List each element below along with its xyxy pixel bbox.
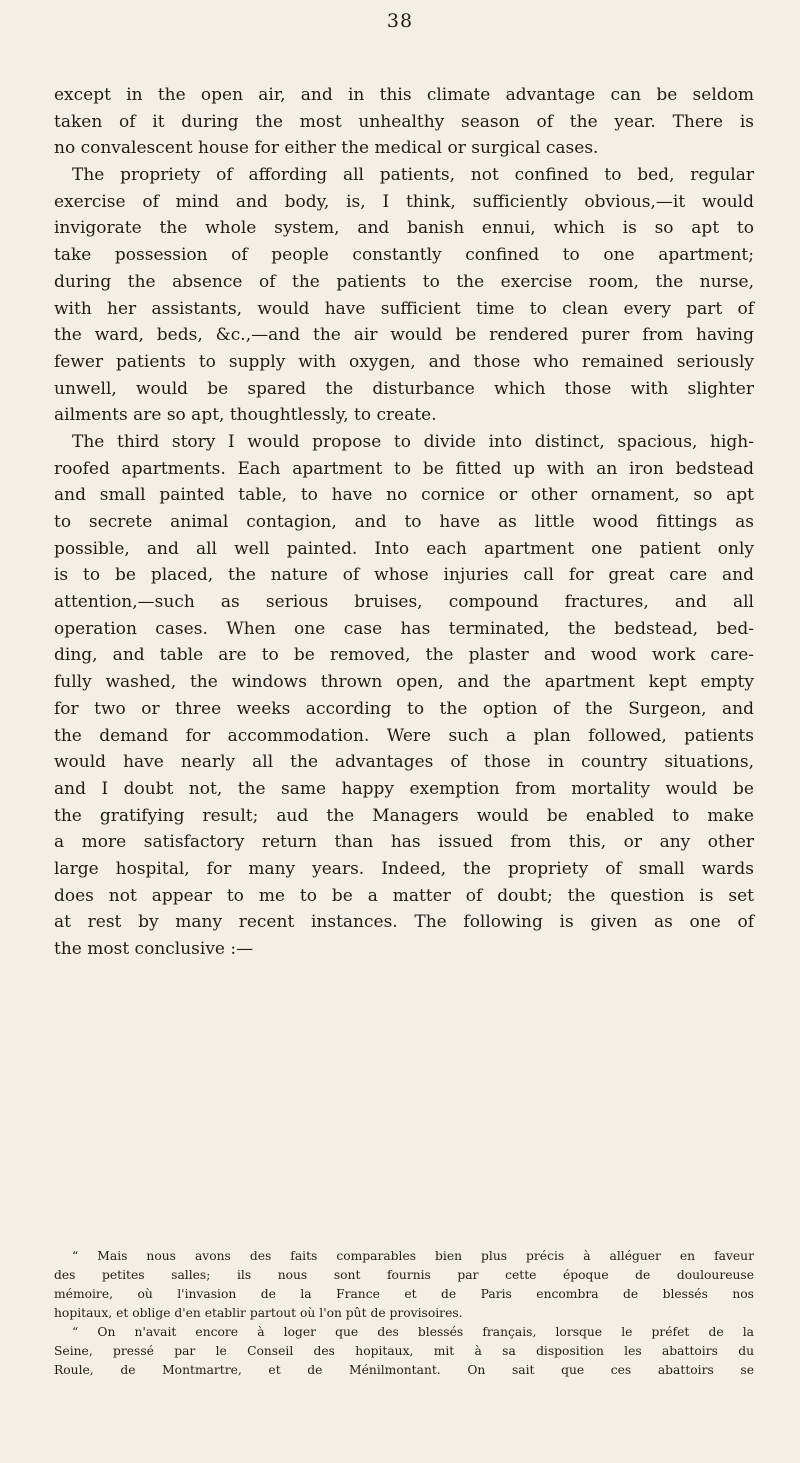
footnote-line: Seine, pressé par le Conseil des hopitaux, mit à sa disposition les abattoirs du [54,1344,754,1358]
text-line: a more satisfactory return than has issued from this, or any other [54,832,754,853]
text-line: the gratifying result; aud the Managers would be enabled to make [54,805,754,826]
paragraph-start: The propriety of affording all patients, not confined to bed, regular [72,165,754,186]
footnote-quotation [54,1247,754,1380]
text-line: exercise of mind and body, is, I think, sufficiently obvious,—it would [54,191,754,212]
text-line: the demand for accommodation. Were such a plan followed, patients [54,725,754,746]
text-line: ailments are so apt, thoughtlessly, to create. [54,405,437,426]
text-line: take possession of people constantly confined to one apartment; [54,245,754,266]
footnote-line: des petites salles; ils nous sont fournis par cette époque de douloureuse [54,1268,754,1282]
text-line: no convalescent house for either the medical or surgical cases. [54,138,599,159]
text-line: and small painted table, to have no cornice or other ornament, so apt [54,485,754,506]
text-line: invigorate the whole system, and banish ennui, which is so apt to [54,218,754,239]
text-line: unwell, would be spared the disturbance which those with slighter [54,378,754,399]
text-line: for two or three weeks according to the option of the Surgeon, and [54,698,754,719]
text-line: the ward, beds, &c.,—and the air would be rendered purer from having [54,325,754,346]
text-line: attention,—such as serious bruises, compound fractures, and all [54,592,754,613]
text-line: ding, and table are to be removed, the plaster and wood work care- [54,645,754,666]
text-line: at rest by many recent instances. The following is given as one of [54,912,754,933]
text-line: roofed apartments. Each apartment to be fitted up with an iron bedstead [54,458,754,479]
text-line: is to be placed, the nature of whose injuries call for great care and [54,565,754,586]
paragraph-start: The third story I would propose to divide into distinct, spacious, high- [72,431,754,452]
text-line: fully washed, the windows thrown open, and the apartment kept empty [54,672,754,693]
text-line: large hospital, for many years. Indeed, the propriety of small wards [54,858,754,879]
text-line: operation cases. When one case has terminated, the bedstead, bed- [54,618,754,639]
text-line: and I doubt not, the same happy exemption from mortality would be [54,778,754,799]
text-line: to secrete animal contagion, and to have as little wood fittings as [54,512,754,532]
text-line: does not appear to me to be a matter of doubt; the question is set [54,885,754,906]
text-line: during the absence of the patients to the exercise room, the nurse, [54,271,754,292]
footnote-line: Roule, de Montmartre, et de Ménilmontant. On sait que ces abattoirs se [54,1363,754,1377]
text-line: with her assistants, would have sufficient time to clean every part of [54,298,754,319]
text-line: taken of it during the most unhealthy season of the year. There is [54,111,754,132]
page-number: 38 [386,10,414,32]
footnote-line: “ Mais nous avons des faits comparables bien plus précis à alléguer en faveur [72,1249,754,1263]
footnote-line: “ On n'avait encore à loger que des blessés français, lorsque le préfet de la [72,1325,754,1339]
text-line: the most conclusive :— [54,939,254,959]
text-line: possible, and all well painted. Into each apartment one patient only [54,538,754,559]
text-line: except in the open air, and in this climate advantage can be seldom [54,85,754,105]
text-line: would have nearly all the advantages of those in country situations, [54,752,754,773]
text-line: fewer patients to supply with oxygen, and those who remained seriously [54,351,754,372]
body-text [54,82,754,963]
footnote-line: hopitaux, et oblige d'en etablir partout où l'on pût de provisoires. [54,1306,463,1320]
footnote-line: mémoire, où l'invasion de la France et de Paris encombra de blessés nos [54,1287,754,1301]
